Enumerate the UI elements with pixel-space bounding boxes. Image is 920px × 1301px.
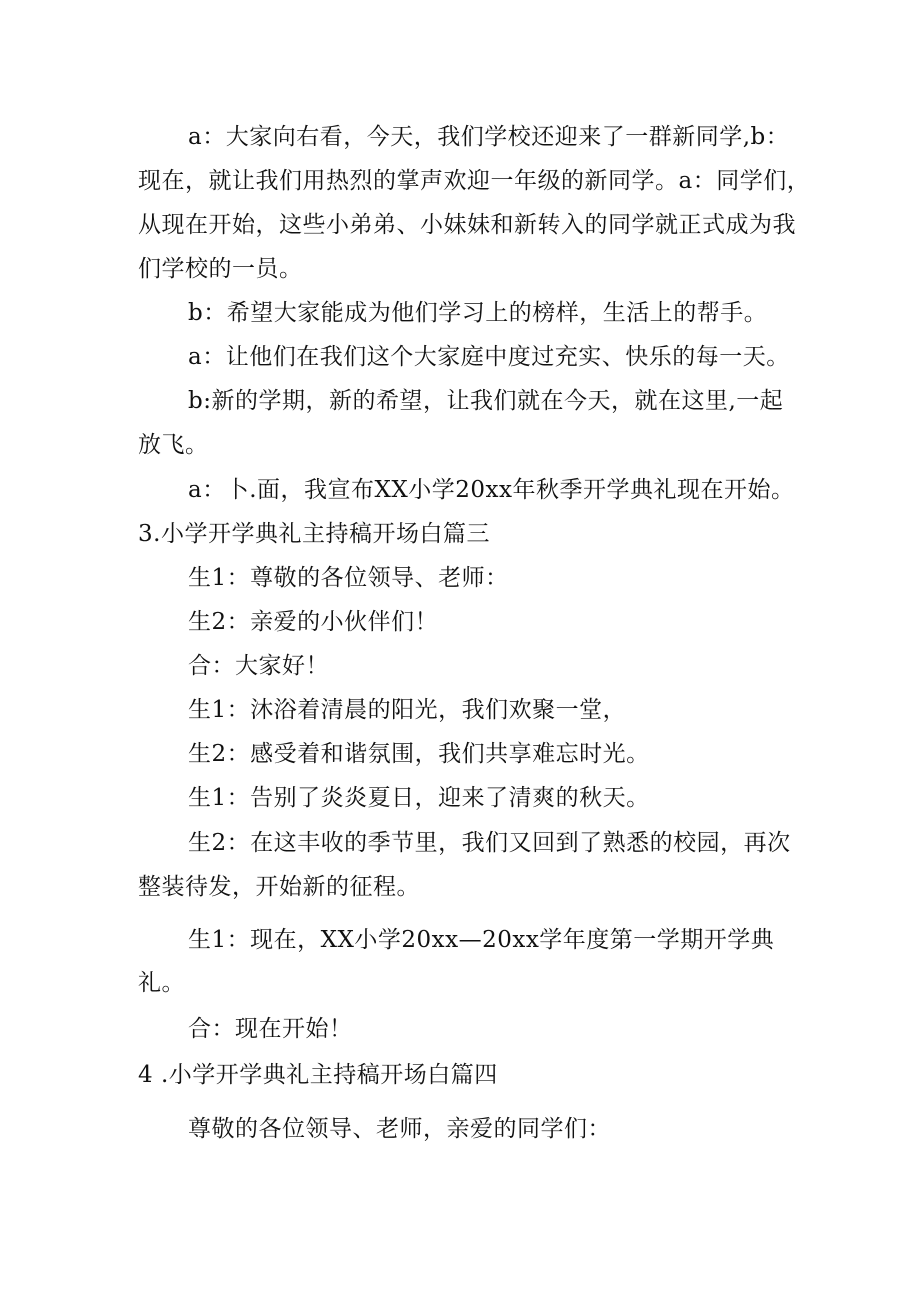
text-line: 生1：沐浴着清晨的阳光，我们欢聚一堂， <box>188 697 627 723</box>
text-line: a：大家向右看，今天，我们学校还迎来了一群新同学,b： <box>188 124 790 150</box>
text-line: a：卜.面，我宣布XX小学20xx年秋季开学典礼现在开始。 <box>188 477 795 503</box>
text-line: 生2：亲爱的小伙伴们！ <box>188 609 439 635</box>
text-line: 放飞。 <box>138 432 209 458</box>
text-line: 礼。 <box>138 970 185 996</box>
text-line: b:新的学期，新的希望，让我们就在今天，就在这里,一起 <box>188 388 784 414</box>
text-line: 生1：告别了炎炎夏日，迎来了清爽的秋天。 <box>188 785 650 811</box>
text-line: 整装待发，开始新的征程。 <box>138 874 420 900</box>
section-heading: 4 .小学开学典礼主持稿开场白篇四 <box>138 1062 498 1088</box>
text-line: 生2：在这丰收的季节里，我们又回到了熟悉的校园，再次 <box>188 830 791 856</box>
text-line: 尊敬的各位领导、老师，亲爱的同学们： <box>188 1116 611 1142</box>
text-line: 合：现在开始！ <box>188 1016 353 1042</box>
text-line: 生1：现在，XX小学20xx—20xx学年度第一学期开学典 <box>188 927 775 953</box>
text-line: a：让他们在我们这个大家庭中度过充实、快乐的每一天。 <box>188 344 790 370</box>
text-line: 们学校的一员。 <box>138 256 303 282</box>
text-line: 从现在开始，这些小弟弟、小妹妹和新转入的同学就正式成为我 <box>138 212 796 238</box>
section-heading: 3.小学开学典礼主持稿开场白篇三 <box>138 521 490 547</box>
text-line: b：希望大家能成为他们学习上的榜样，生活上的帮手。 <box>188 300 768 326</box>
text-line: 合：大家好！ <box>188 653 329 679</box>
text-line: 生2：感受着和谐氛围，我们共享难忘时光。 <box>188 741 650 767</box>
text-line: 生1：尊敬的各位领导、老师： <box>188 565 509 591</box>
text-line: 现在，就让我们用热烈的掌声欢迎一年级的新同学。a：同学们， <box>138 168 811 194</box>
